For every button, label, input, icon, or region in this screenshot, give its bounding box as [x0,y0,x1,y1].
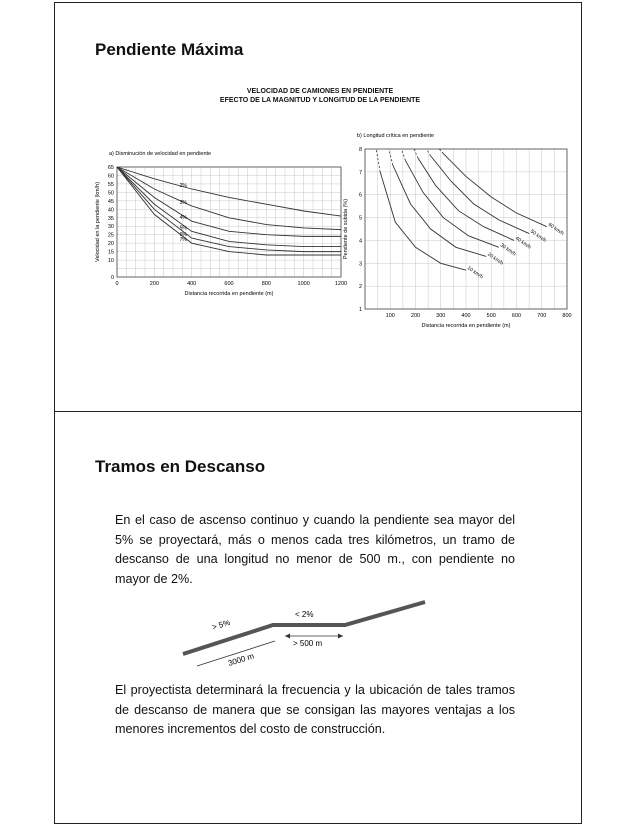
series-label: 40 km/h [513,235,532,251]
x-tick-label: 0 [115,281,119,287]
rest-length-arrow-head-right [338,634,343,639]
y-tick-label: 10 [107,258,114,265]
y-tick-label: 6 [358,192,362,199]
series-label: 30 km/h [498,242,517,258]
x-tick-label: 600 [224,281,234,287]
y-tick-label: 8 [358,147,362,153]
speed-reduction-chart [77,127,347,307]
y-tick-label: 7 [358,169,362,176]
y-tick-label: 35 [107,215,114,222]
figure-title-line1: VELOCIDAD DE CAMIONES EN PENDIENTE [246,88,394,95]
rest-length-label: > 500 m [293,639,323,648]
y-axis-label: Pendiente de subida (%) [343,198,349,260]
y-tick-label: 25 [107,232,114,239]
y-tick-label: 2 [358,284,362,291]
x-tick-label: 400 [187,281,197,287]
slide-title: Pendiente Máxima [95,40,244,59]
y-tick-label: 45 [107,198,114,205]
rest-length-arrow-head-left [285,634,290,639]
y-tick-label: 55 [107,181,114,188]
x-tick-label: 600 [511,313,522,319]
series-line [380,172,466,270]
figure-title-line2: EFECTO DE LA MAGNITUD Y LONGITUD DE LA PENDIENTE [219,97,421,104]
y-tick-label: 3 [358,261,362,268]
climb-length-label: 3000 m [226,651,256,668]
series-label: 4% [179,215,187,222]
y-tick-label: 0 [110,275,114,281]
series-label: 6% [179,232,187,239]
x-tick-label: 300 [436,313,446,319]
slope-label: > 5% [210,617,232,632]
x-axis-label: Distancia recorrida en pendiente (m) [421,323,511,329]
series-dashed-extension [439,149,443,154]
series-label: 10 km/h [466,265,485,281]
y-tick-label: 20 [107,241,114,248]
x-tick-label: 200 [149,281,159,287]
x-tick-label: 200 [410,313,421,319]
y-tick-label: 4 [358,238,362,245]
paragraph-rest-sections: En el caso de ascenso continuo y cuando la pendiente sea mayor del 5% se proyectará, más o menos cada tres kilómetros, un tramo de descanso de una longitud no menor de 500 m., con pendiente no mayor de 2%. [115,513,515,586]
rest-slope-label: < 2% [295,610,314,619]
y-tick-label: 5 [358,215,362,222]
x-tick-label: 800 [261,281,271,287]
series-dashed-extension [427,149,431,156]
slide-tramos-descanso [54,411,582,824]
y-tick-label: 40 [107,207,114,214]
series-dashed-extension [376,149,380,172]
series-dashed-extension [414,149,418,158]
x-tick-label: 100 [385,313,395,319]
series-line [443,154,547,227]
x-axis-label: Distancia recorrida en pendiente (m) [184,291,274,297]
x-tick-label: 1200 [334,281,347,287]
x-tick-label: 500 [486,313,496,319]
y-tick-label: 15 [107,249,114,256]
paragraph-designer-frequency: El proyectista determinará la frecuencia y la ubicación de tales tramos de descanso de manera que se consigan las mayores ventajas a los menores incrementos del costo de construcción. [115,683,515,736]
critical-length-chart [335,127,575,337]
y-tick-label: 60 [107,173,114,180]
y-tick-label: 30 [107,224,114,231]
rest-section-diagram [175,594,455,674]
series-dashed-extension [401,149,405,160]
series-label: 7% [179,237,187,244]
slide-title: Tramos en Descanso [95,457,266,476]
series-label: 60 km/h [546,221,565,237]
x-tick-label: 800 [562,313,572,319]
x-tick-label: 400 [461,313,471,319]
slide-pendiente-maxima [54,2,582,412]
y-tick-label: 65 [107,165,114,171]
series-label: 2% [179,183,187,189]
chart-title: b) Longitud crítica en pendiente [357,133,435,139]
x-tick-label: 700 [537,313,547,319]
series-line [393,165,486,256]
y-axis-label: Velocidad en la pendiente (km/h) [95,181,101,263]
series-label: 50 km/h [529,228,548,244]
x-tick-label: 1000 [297,281,310,287]
series-label: 5% [179,225,187,232]
series-label: 3% [179,199,187,206]
series-dashed-extension [389,149,393,165]
y-tick-label: 50 [107,190,114,197]
series-label: 20 km/h [486,251,505,267]
chart-title: a) Disminución de velocidad en pendiente [109,151,212,157]
y-tick-label: 1 [358,307,362,313]
